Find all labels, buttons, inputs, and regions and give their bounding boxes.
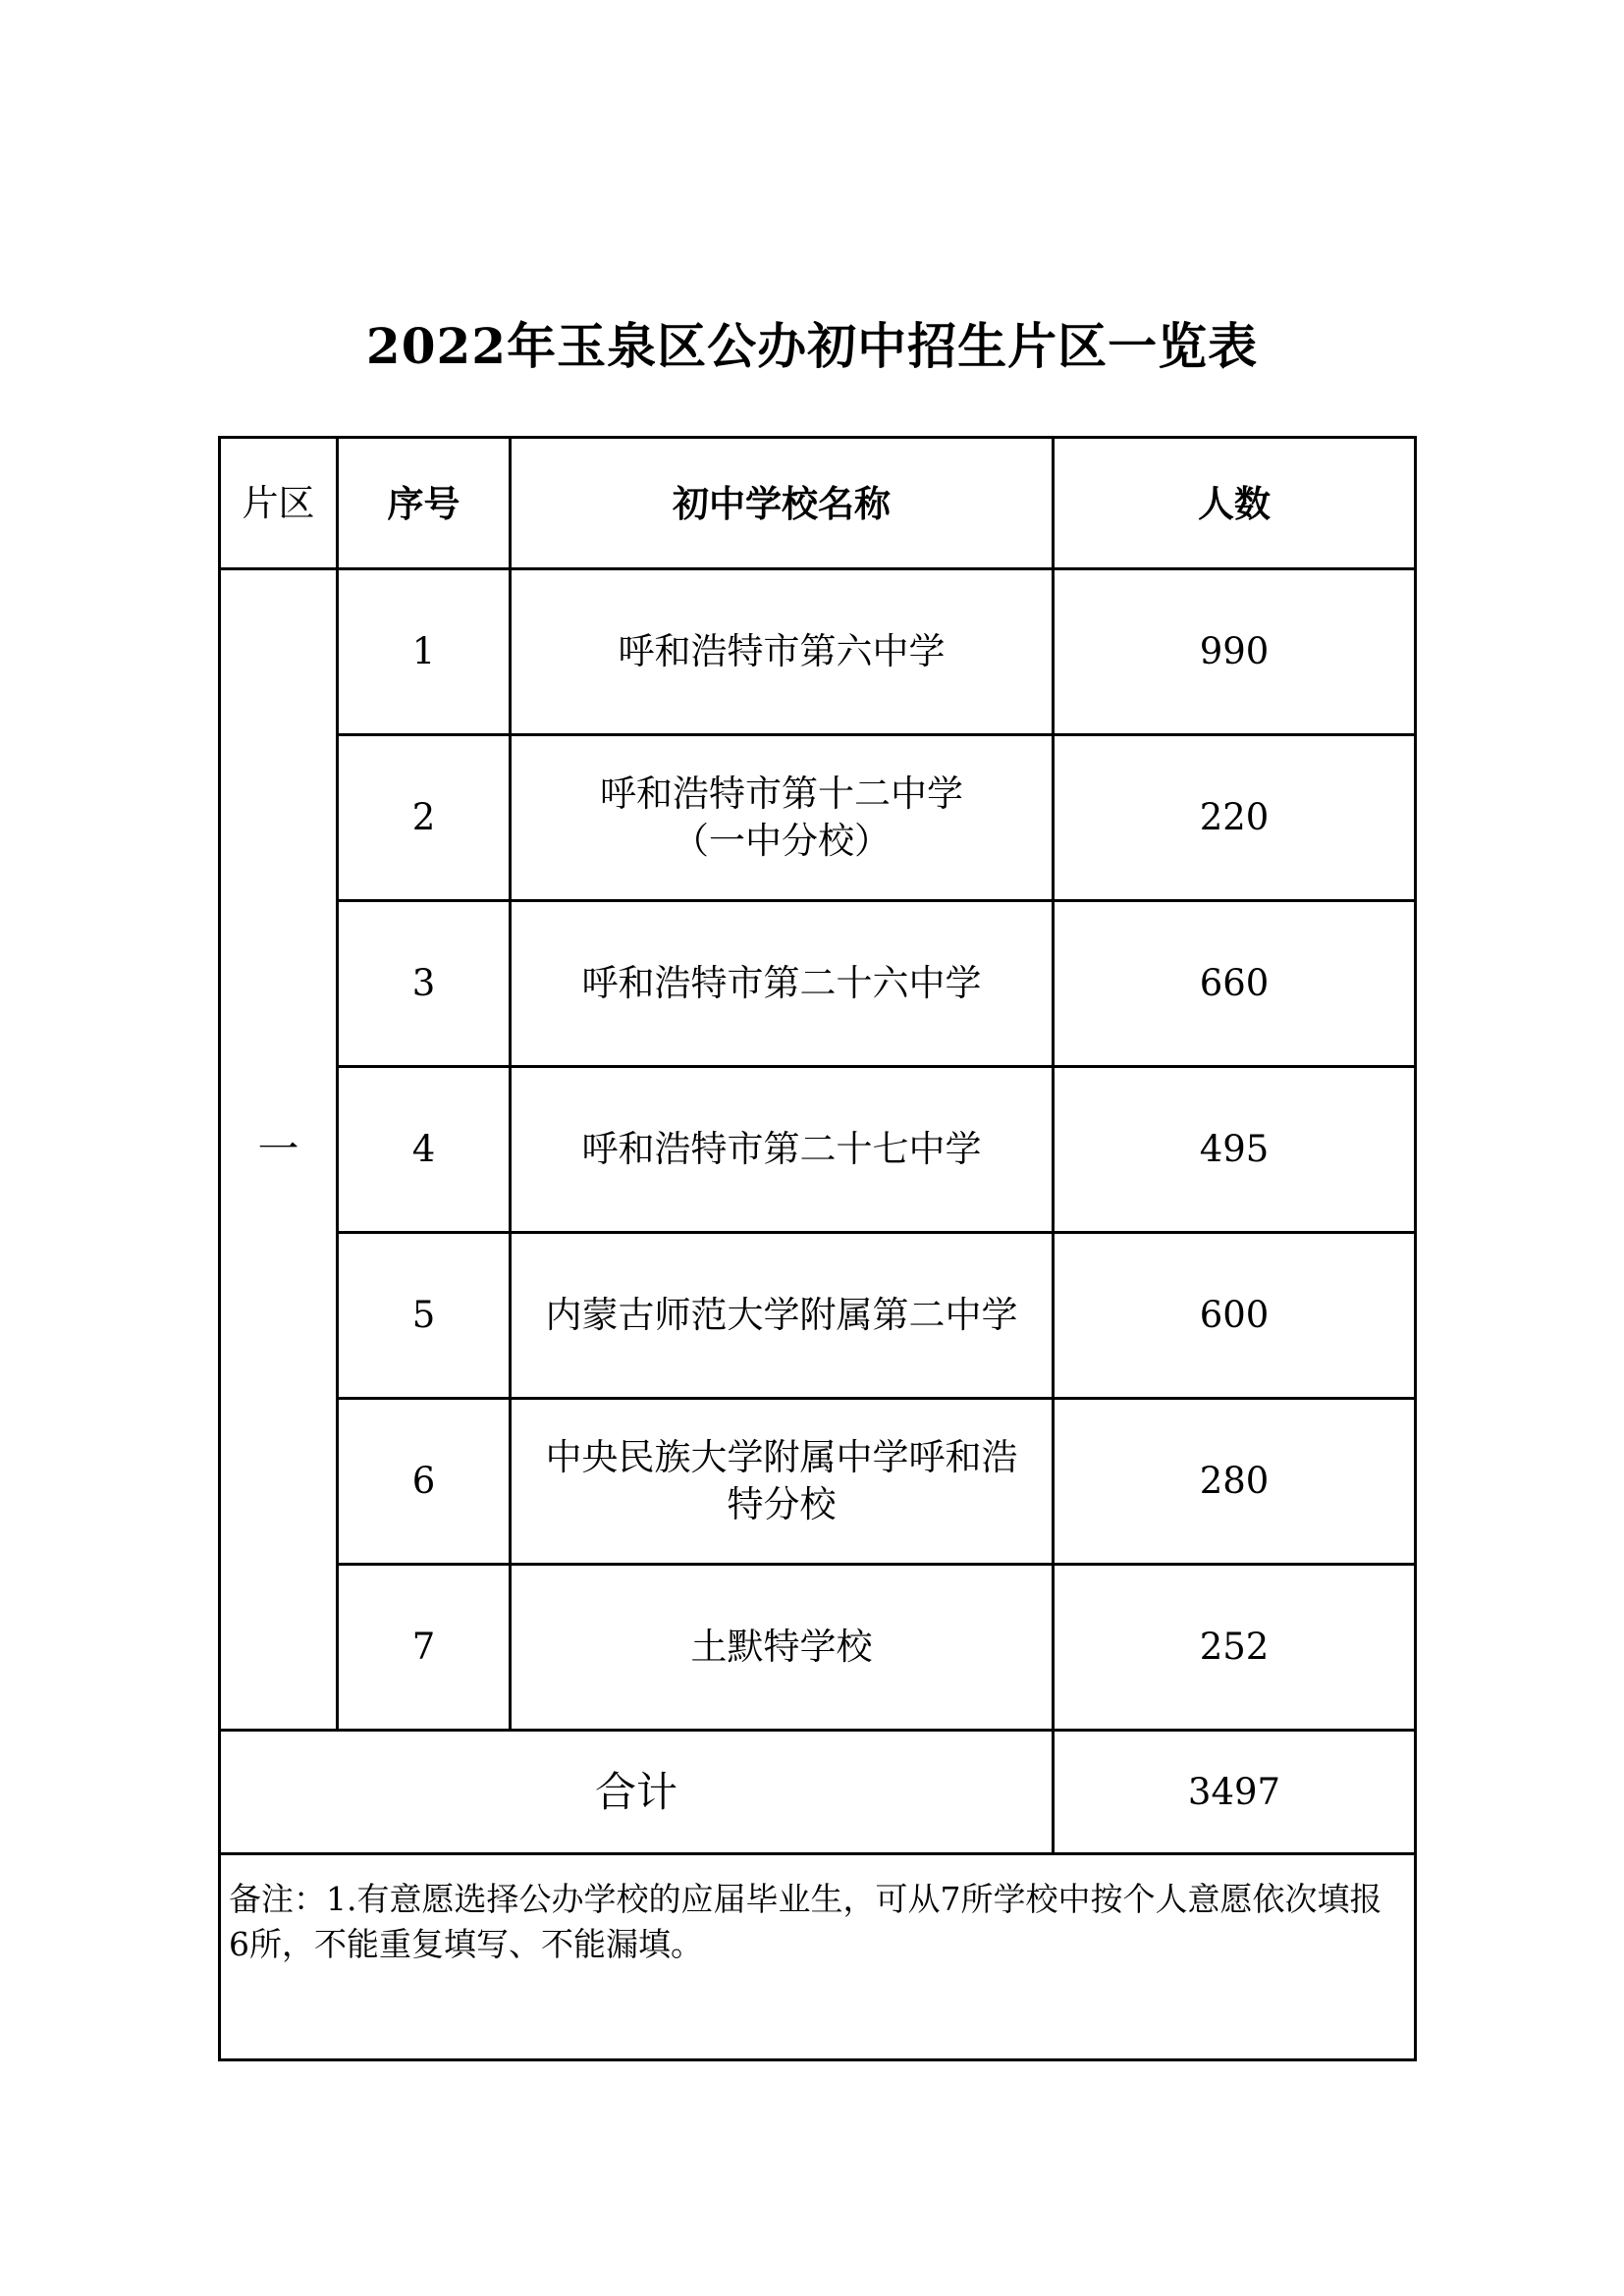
school-name-line: 呼和浩特市第二十七中学 xyxy=(581,1128,982,1170)
table-row xyxy=(220,735,1416,901)
school-name-line: （一中分校） xyxy=(673,820,891,862)
header-zone: 片区 xyxy=(220,438,338,569)
count-cell: 252 xyxy=(1054,1565,1416,1731)
total-row xyxy=(220,1731,1416,1854)
seq-cell: 4 xyxy=(338,1067,511,1233)
school-name-line: 特分校 xyxy=(727,1483,837,1525)
note-row xyxy=(220,1854,1416,2060)
count-cell: 495 xyxy=(1054,1067,1416,1233)
enrollment-zone-table xyxy=(218,436,1417,2061)
note-cell xyxy=(220,1854,1416,2060)
school-name-line: 呼和浩特市第二十六中学 xyxy=(581,962,982,1004)
school-name-cell xyxy=(511,1565,1054,1731)
school-name-line: 呼和浩特市第十二中学 xyxy=(600,773,963,815)
school-name-cell xyxy=(511,735,1054,901)
table-row xyxy=(220,901,1416,1067)
zone-cell: 一 xyxy=(220,569,338,1731)
seq-cell: 6 xyxy=(338,1399,511,1565)
count-cell: 600 xyxy=(1054,1233,1416,1399)
school-name-cell xyxy=(511,569,1054,735)
total-label: 合计 xyxy=(220,1731,1054,1854)
note-line: 备注：1.有意愿选择公办学校的应届毕业生，可从7所学校中按个人意愿依次填报 xyxy=(229,1880,1382,1918)
seq-cell: 1 xyxy=(338,569,511,735)
header-student-count: 人数 xyxy=(1054,438,1416,569)
school-name-line: 中央民族大学附属中学呼和浩 xyxy=(545,1436,1018,1478)
school-name-cell xyxy=(511,1067,1054,1233)
count-cell: 990 xyxy=(1054,569,1416,735)
seq-cell: 7 xyxy=(338,1565,511,1731)
count-cell: 220 xyxy=(1054,735,1416,901)
table-row xyxy=(220,1233,1416,1399)
note-line: 6所，不能重复填写、不能漏填。 xyxy=(229,1925,703,1963)
school-name-line: 土默特学校 xyxy=(690,1626,873,1668)
school-name-line: 内蒙古师范大学附属第二中学 xyxy=(545,1294,1018,1336)
table-row xyxy=(220,1399,1416,1565)
seq-cell: 2 xyxy=(338,735,511,901)
school-name-cell xyxy=(511,901,1054,1067)
school-name-cell xyxy=(511,1399,1054,1565)
seq-cell: 5 xyxy=(338,1233,511,1399)
table-header-row xyxy=(220,438,1416,569)
page-title: 2022年玉泉区公办初中招生片区一览表 xyxy=(365,317,1259,375)
header-seq: 序号 xyxy=(338,438,511,569)
table-row xyxy=(220,569,1416,735)
table-row xyxy=(220,1565,1416,1731)
total-value: 3497 xyxy=(1054,1731,1416,1854)
header-school-name: 初中学校名称 xyxy=(511,438,1054,569)
count-cell: 660 xyxy=(1054,901,1416,1067)
school-name-line: 呼和浩特市第六中学 xyxy=(618,630,946,672)
school-name-cell xyxy=(511,1233,1054,1399)
seq-cell: 3 xyxy=(338,901,511,1067)
table-row xyxy=(220,1067,1416,1233)
count-cell: 280 xyxy=(1054,1399,1416,1565)
